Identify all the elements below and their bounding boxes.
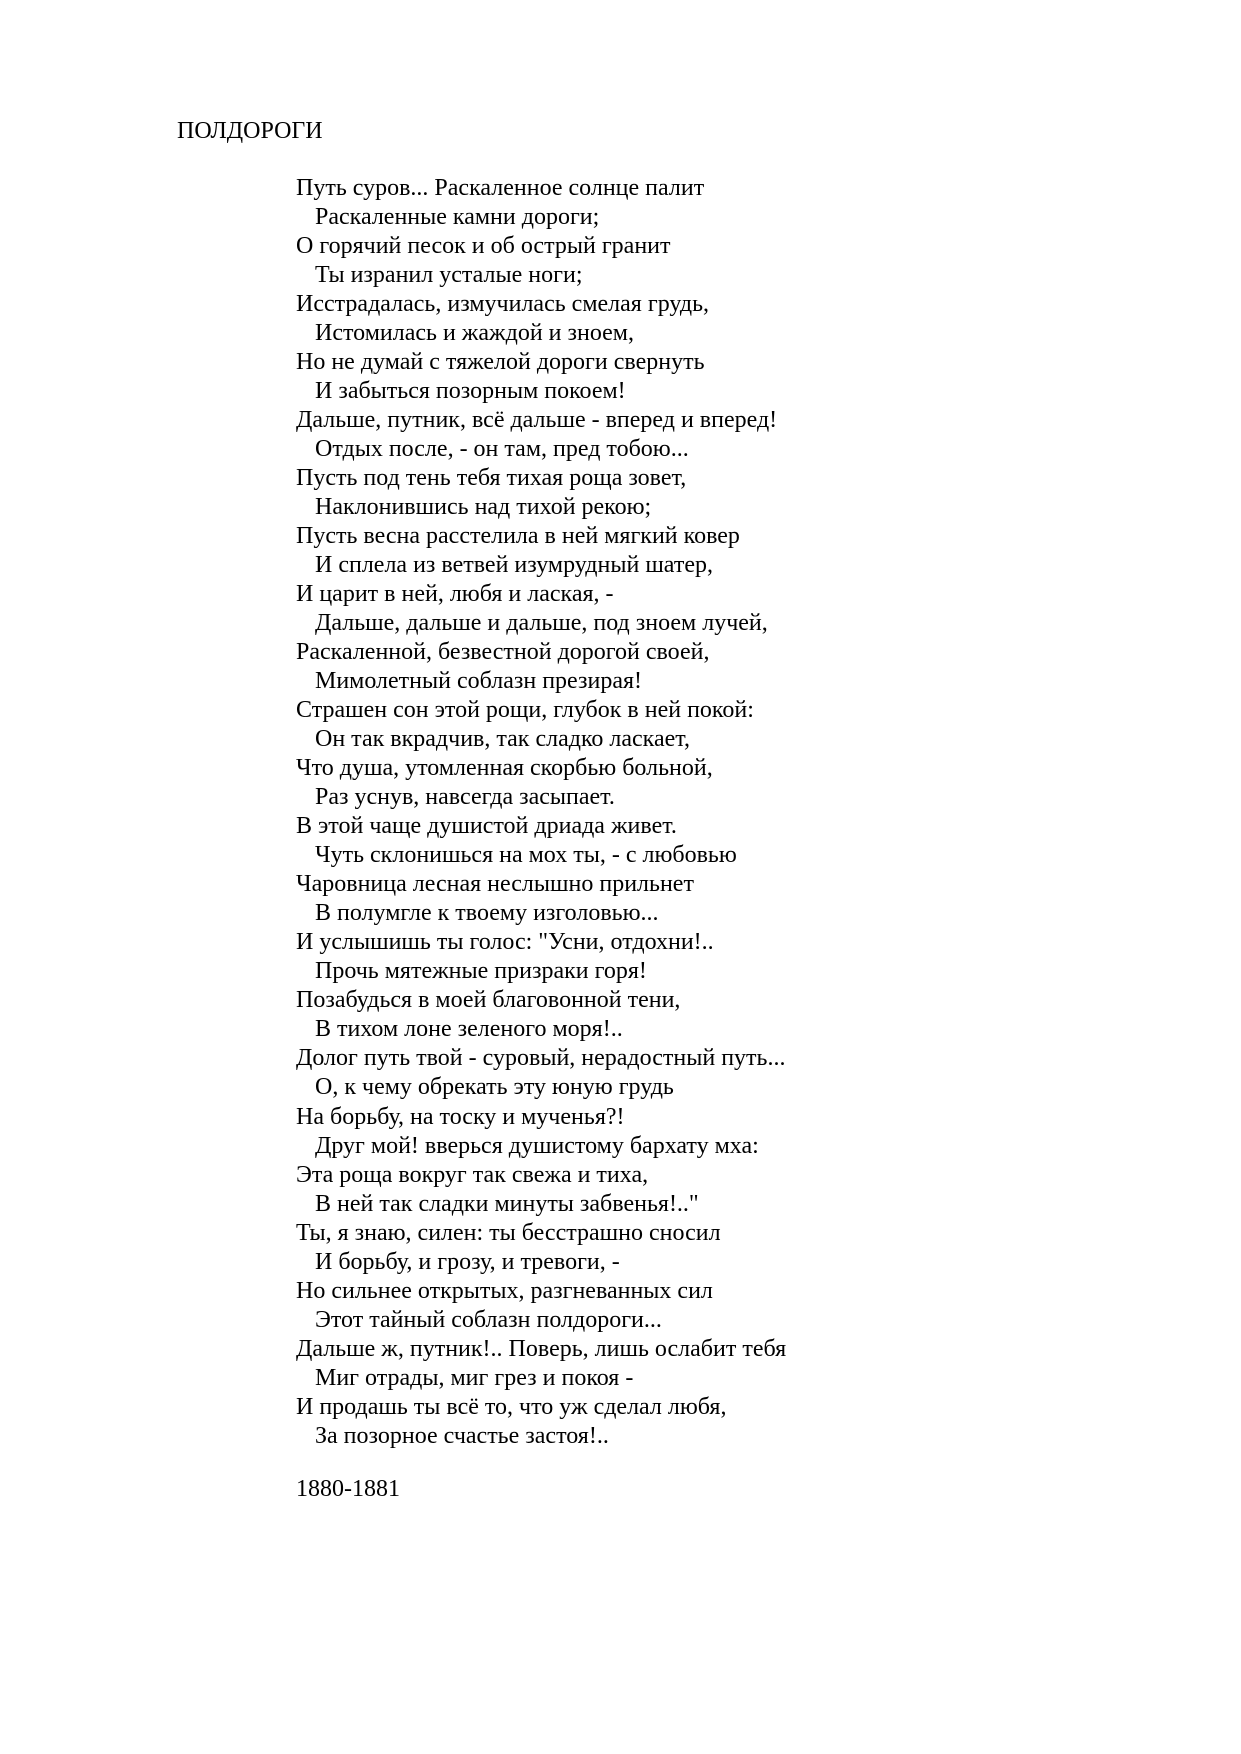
poem-line: Наклонившись над тихой рекою; [315, 494, 652, 521]
poem-line: Что душа, утомленная скорбью больной, [296, 755, 713, 782]
poem-line: Раскаленные камни дороги; [315, 204, 600, 231]
poem-line: За позорное счастье застоя!.. [315, 1422, 609, 1449]
poem-line: Дальше ж, путник!.. Поверь, лишь ослабит тебя [296, 1335, 787, 1362]
poem-line: В ней так сладки минуты забвенья!.." [315, 1190, 699, 1217]
poem-line: Эта роща вокруг так свежа и тиха, [296, 1161, 649, 1188]
poem-line: И забыться позорным покоем! [315, 378, 626, 405]
poem-line: И борьбу, и грозу, и тревоги, - [315, 1248, 620, 1275]
poem-line: Пусть под тень тебя тихая роща зовет, [296, 465, 687, 492]
poem-line: И продашь ты всё то, что уж сделал любя, [296, 1393, 727, 1420]
poem-line: И услышишь ты голос: "Усни, отдохни!.. [296, 929, 714, 956]
poem-line: Исстрадалась, измучилась смелая грудь, [296, 291, 710, 318]
poem-line: Мимолетный соблазн презирая! [315, 668, 642, 695]
poem-line: И сплела из ветвей изумрудный шатер, [315, 552, 713, 579]
poem-line: Прочь мятежные призраки горя! [315, 958, 647, 985]
poem-line: И царит в ней, любя и лаская, - [296, 581, 614, 608]
poem-line: Позабудься в моей благовонной тени, [296, 987, 681, 1014]
poem-line: В полумгле к твоему изголовью... [315, 900, 659, 927]
poem-line: Но не думай с тяжелой дороги свернуть [296, 349, 705, 376]
poem-line: О горячий песок и об острый гранит [296, 233, 671, 260]
poem-line: Истомилась и жаждой и зноем, [315, 320, 634, 347]
poem-line: О, к чему обрекать эту юную грудь [315, 1074, 674, 1101]
poem-line: В тихом лоне зеленого моря!.. [315, 1016, 623, 1043]
poem-line: Отдых после, - он там, пред тобою... [315, 436, 689, 463]
poem-line: Но сильнее открытых, разгневанных сил [296, 1277, 713, 1304]
poem-line: В этой чаще душистой дриада живет. [296, 813, 677, 840]
poem-title: ПОЛДОРОГИ [177, 118, 323, 144]
poem-line: Страшен сон этой рощи, глубок в ней покой: [296, 697, 754, 724]
poem-line: На борьбу, на тоску и мученья?! [296, 1103, 625, 1130]
poem-line: Путь суров... Раскаленное солнце палит [296, 175, 705, 201]
poem-line: Раз уснув, навсегда засыпает. [315, 784, 615, 811]
poem-line: Он так вкрадчив, так сладко ласкает, [315, 726, 690, 753]
poem-line: Дальше, дальше и дальше, под зноем лучей, [315, 610, 768, 637]
poem-line: Ты изранил усталые ноги; [315, 262, 583, 289]
poem-line: Друг мой! вверься душистому бархату мха: [315, 1132, 759, 1159]
poem-body [296, 174, 786, 1451]
poem-line: Чаровница лесная неслышно прильнет [296, 871, 694, 898]
poem-line: Раскаленной, безвестной дорогой своей, [296, 639, 710, 666]
poem-date: 1880-1881 [296, 1476, 400, 1502]
poem-line: Пусть весна расстелила в ней мягкий ковер [296, 523, 740, 550]
poem-line: Дальше, путник, всё дальше - вперед и вперед! [296, 407, 778, 434]
poem-line: Долог путь твой - суровый, нерадостный путь... [296, 1045, 786, 1072]
poem-line: Ты, я знаю, силен: ты бесстрашно сносил [296, 1219, 721, 1246]
poem-line: Чуть склонишься на мох ты, - с любовью [315, 842, 737, 869]
poem-line: Миг отрады, миг грез и покоя - [315, 1364, 634, 1391]
poem-line: Этот тайный соблазн полдороги... [315, 1306, 662, 1333]
